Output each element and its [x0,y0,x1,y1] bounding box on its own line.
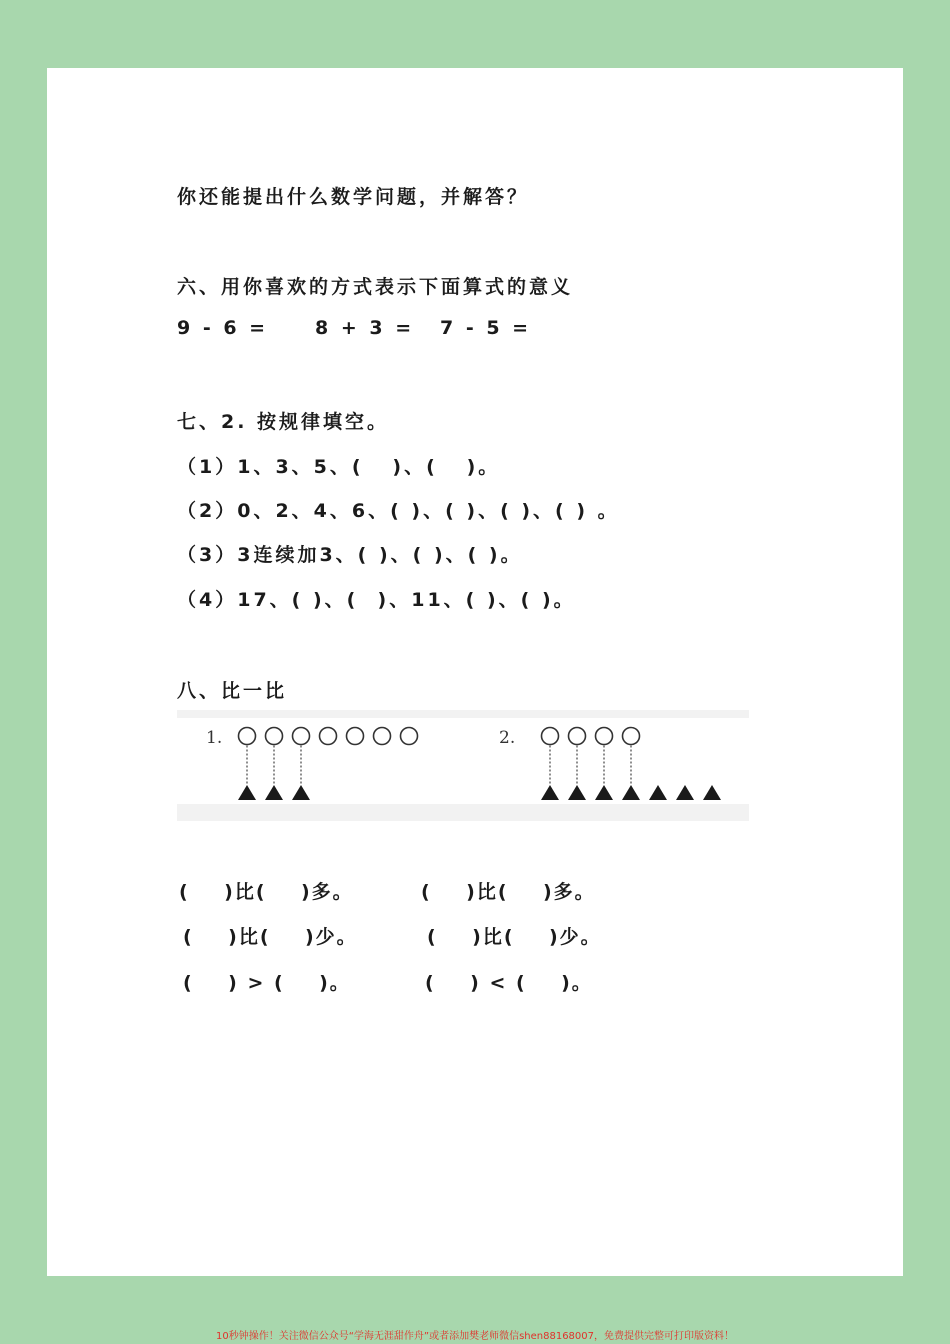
group1-label: 1. [206,728,223,748]
compare-left-2: ( )比( )少。 [183,926,358,948]
group2-label: 2. [499,728,516,748]
pattern-item-4: （4）17、( )、( )、11、( )、( )。 [177,589,576,611]
figure-inner [177,718,749,804]
equation-1: 9 - 6 = [177,317,269,339]
comparison-figure [177,710,749,821]
equation-3: 7 - 5 = [440,317,532,339]
compare-right-1: ( )比( )多。 [421,881,596,903]
compare-right-3: ( ) < ( )。 [425,972,593,994]
section6-title: 六、用你喜欢的方式表示下面算式的意义 [177,276,574,298]
compare-left-3: ( ) > ( )。 [183,972,351,994]
worksheet-page [47,68,903,1276]
footer-promo: 10秒钟操作！关注微信公众号“学海无涯甜作舟”或者添加樊老师微信shen88168007，免费提供完整可打印版资料！ [215,1331,735,1342]
section7-title: 七、2. 按规律填空。 [177,411,390,433]
pattern-item-2: （2）0、2、4、6、( )、( )、( )、( ) 。 [177,500,620,522]
equation-2: 8 + 3 = [315,317,415,339]
extra-question: 你还能提出什么数学问题，并解答？ [177,186,530,208]
compare-left-1: ( )比( )多。 [179,881,354,903]
pattern-item-3: （3）3连续加3、( )、( )、( )。 [177,544,523,566]
pattern-item-1: （1）1、3、5、( )、( )。 [177,456,501,478]
section8-title: 八、比一比 [177,680,288,702]
compare-right-2: ( )比( )少。 [427,926,602,948]
